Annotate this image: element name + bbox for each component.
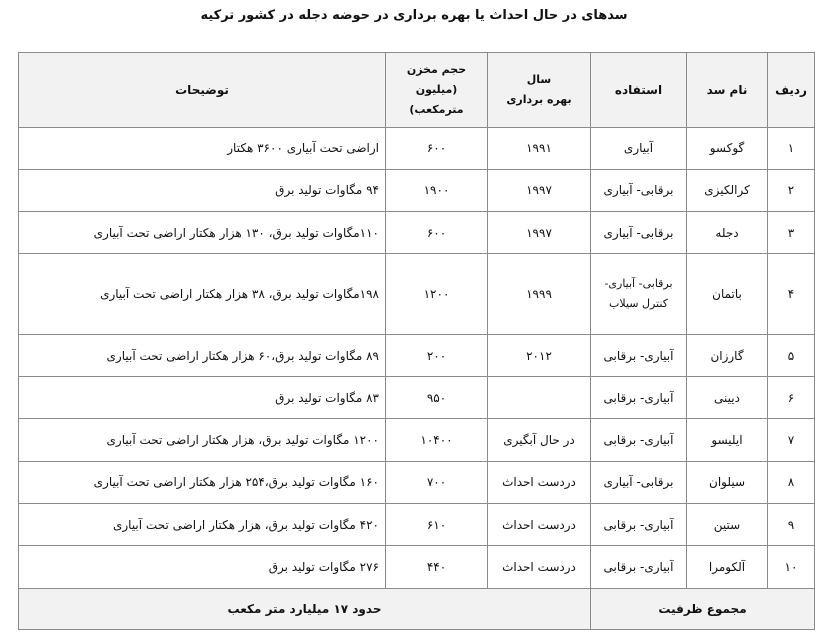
cell-dam-name: دجله [687, 212, 768, 254]
header-volume-line1: حجم مخزن [406, 62, 467, 76]
cell-usage: آبیاری- برقابی [591, 334, 687, 376]
cell-usage: برقابی- آبیاری [591, 212, 687, 254]
cell-usage: آبیاری- برقابی [591, 504, 687, 546]
table-row [19, 169, 815, 211]
cell-year: در حال آبگیری [488, 419, 591, 461]
cell-usage: آبیاری [591, 127, 687, 169]
cell-row-number: ۵ [768, 334, 815, 376]
cell-volume: ۷۰۰ [386, 461, 488, 503]
dams-table [18, 52, 815, 630]
table-header-row [19, 53, 815, 128]
cell-description: ۸۳ مگاوات تولید برق [19, 377, 386, 419]
cell-volume: ۱۹۰۰ [386, 169, 488, 211]
cell-usage [591, 254, 687, 335]
cell-year: دردست احداث [488, 546, 591, 588]
cell-volume: ۹۵۰ [386, 377, 488, 419]
cell-volume: ۲۰۰ [386, 334, 488, 376]
header-row-number: ردیف [768, 53, 815, 128]
table-row [19, 419, 815, 461]
table-row [19, 334, 815, 376]
cell-description: ۴۲۰ مگاوات تولید برق، هزار هکتار اراضی تحت آبیاری [19, 504, 386, 546]
header-year [488, 53, 591, 128]
total-capacity-value: حدود ۱۷ میلیارد متر مکعب [19, 588, 591, 629]
cell-year: دردست احداث [488, 504, 591, 546]
cell-description: ۹۴ مگاوات تولید برق [19, 169, 386, 211]
cell-usage: آبیاری- برقابی [591, 419, 687, 461]
cell-volume: ۶۰۰ [386, 127, 488, 169]
cell-row-number: ۸ [768, 461, 815, 503]
cell-dam-name: سیلوان [687, 461, 768, 503]
cell-dam-name: گارزان [687, 334, 768, 376]
cell-usage: برقابی- آبیاری [591, 461, 687, 503]
cell-row-number: ۶ [768, 377, 815, 419]
cell-dam-name: ایلیسو [687, 419, 768, 461]
page-title: سدهای در حال احداث یا بهره برداری در حوضه دجله در کشور ترکیه [200, 8, 628, 23]
cell-dam-name: دیینی [687, 377, 768, 419]
cell-volume: ۶۱۰ [386, 504, 488, 546]
cell-description: ۸۹ مگاوات تولید برق،۶۰ هزار هکتار اراضی تحت آبیاری [19, 334, 386, 376]
header-year-line1: سال [526, 72, 552, 86]
cell-year [488, 377, 591, 419]
table-row [19, 504, 815, 546]
cell-usage-line1: برقابی- آبیاری- [604, 277, 673, 291]
total-capacity-row [19, 588, 815, 629]
cell-year: ۱۹۹۱ [488, 127, 591, 169]
cell-year: ۱۹۹۷ [488, 212, 591, 254]
cell-volume: ۱۲۰۰ [386, 254, 488, 335]
cell-usage: آبیاری- برقابی [591, 377, 687, 419]
cell-usage: آبیاری- برقابی [591, 546, 687, 588]
table-row [19, 212, 815, 254]
cell-row-number: ۲ [768, 169, 815, 211]
header-volume-line2: (میلیون مترمکعب) [409, 82, 464, 116]
cell-description: ۲۷۶ مگاوات تولید برق [19, 546, 386, 588]
header-description: توضیحات [19, 53, 386, 128]
cell-usage-line2: کنترل سیلاب [609, 297, 668, 311]
cell-dam-name: ستین [687, 504, 768, 546]
cell-row-number: ۱۰ [768, 546, 815, 588]
cell-volume: ۶۰۰ [386, 212, 488, 254]
cell-description: اراضی تحت آبیاری ۳۶۰۰ هکتار [19, 127, 386, 169]
cell-row-number: ۹ [768, 504, 815, 546]
cell-dam-name: گوکسو [687, 127, 768, 169]
cell-row-number: ۷ [768, 419, 815, 461]
header-dam-name: نام سد [687, 53, 768, 128]
cell-dam-name: کرالکیزی [687, 169, 768, 211]
table-row [19, 127, 815, 169]
cell-row-number: ۳ [768, 212, 815, 254]
total-capacity-label: مجموع ظرفیت [591, 588, 815, 629]
cell-row-number: ۱ [768, 127, 815, 169]
cell-row-number: ۴ [768, 254, 815, 335]
cell-year: ۱۹۹۹ [488, 254, 591, 335]
cell-usage: برقابی- آبیاری [591, 169, 687, 211]
cell-description: ۱۱۰مگاوات تولید برق، ۱۳۰ هزار هکتار اراضی تحت آبیاری [19, 212, 386, 254]
cell-dam-name: آلکومرا [687, 546, 768, 588]
cell-description: ۱۹۸مگاوات تولید برق، ۳۸ هزار هکتار اراضی تحت آبیاری [19, 254, 386, 335]
table-row [19, 546, 815, 588]
cell-description: ۱۶۰ مگاوات تولید برق،۲۵۴ هزار هکتار اراضی تحت آبیاری [19, 461, 386, 503]
cell-volume: ۴۴۰ [386, 546, 488, 588]
table-row [19, 254, 815, 335]
cell-description: ۱۲۰۰ مگاوات تولید برق، هزار هکتار اراضی تحت آبیاری [19, 419, 386, 461]
header-year-line2: بهره برداری [506, 92, 572, 106]
table-row [19, 461, 815, 503]
cell-dam-name: باتمان [687, 254, 768, 335]
cell-year: دردست احداث [488, 461, 591, 503]
table-row [19, 377, 815, 419]
header-volume [386, 53, 488, 128]
cell-year: ۱۹۹۷ [488, 169, 591, 211]
cell-volume: ۱۰۴۰۰ [386, 419, 488, 461]
cell-year: ۲۰۱۲ [488, 334, 591, 376]
header-usage: استفاده [591, 53, 687, 128]
